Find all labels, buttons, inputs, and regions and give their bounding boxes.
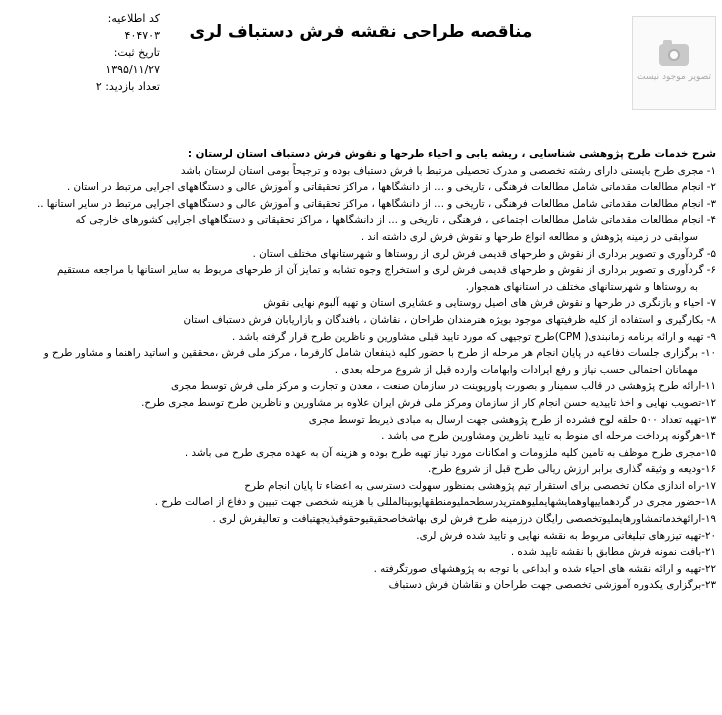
service-item: ۷- احیاء و بازنگری در طرحها و نقوش فرش های اصیل روستایی و عشایری استان و تهیه آلبوم نهایی نقوش <box>263 297 716 310</box>
services-intro: شرح خدمات طرح پژوهشی شناسایی ، ریشه یابی و احیاء طرحها و نقوش فرش دستباف استان لرستان : <box>187 148 716 160</box>
service-item: ۶- گردآوری و تصویر برداری از نقوش و طرحهای قدیمی فرش لری و استخراج وجوه تشابه و تمایز آن از طرحهای مربوط به سایر استانها با مراجعه مستقیم <box>57 264 716 277</box>
service-item: ۵- گردآوری و تصویر برداری از نقوش و طرحهای قدیمی فرش لری از روستاها و شهرستانهای مختلف استان . <box>252 247 716 260</box>
service-item: ۲- انجام مطالعات مقدماتی شامل مطالعات فرهنگی ، تاریخی و ... از دانشگاهها ، مراکز تحقیقاتی و آموزش عالی و دستگاههای اجرایی مرتبط در استان . <box>67 181 716 194</box>
services-description <box>6 146 716 594</box>
announcement-code: کد اطلاعیه: ۴۰۴۷۰۳ <box>107 12 160 42</box>
service-item: ۱۰- برگزاری جلسات دفاعیه در پایان انجام هر مرحله از طرح با حضور کلیه ذینفعان شامل کارفرما ، مرکز ملی فرش ،محققین و اساتید راهنما و مشاور طرح و <box>43 347 716 360</box>
service-item: ۲۳-برگزاری یکدوره آموزشی تخصصی جهت طراحان و نقاشان فرش دستباف <box>388 579 716 592</box>
no-image-placeholder <box>632 16 716 110</box>
visit-count: تعداد بازدید: ۲ <box>95 80 160 93</box>
service-item: ۲۱-بافت نمونه فرش مطابق با نقشه تایید شده . <box>510 546 716 559</box>
service-item: ۱۴-هرگونه پرداخت مرحله ای منوط به تایید ناظرین ومشاورین طرح می باشد . <box>381 430 716 443</box>
registration-date: تاریخ ثبت: ۱۳۹۵/۱۱/۲۷ <box>105 46 160 76</box>
service-item: ۲۲-تهیه و ارائه نقشه های احیاء شده و ابداعی با توجه به پژوهشهای صورتگرفته . <box>373 562 716 575</box>
service-item: ۸- بکارگیری و استفاده از کلیه ظرفیتهای موجود بویژه هنرمندان طراحان ، نقاشان ، بافندگان و بازاریابان فرش دستباف استان <box>183 313 716 326</box>
no-image-caption: تصویر موجود نیست <box>637 72 711 82</box>
announcement-header <box>0 0 722 140</box>
service-item: ۱۸-حضور مجری در گردهماییهاوهمایشهایملیوهمتریدرسطحملیومنطقهایوبینالمللی با هزینه شخصی جهت تبیین و دفاع از اصالت طرح . <box>154 496 716 509</box>
service-item: ۱۶-ودیعه و وثیقه گذاری برابر ارزش ریالی طرح قبل از شروع طرح. <box>428 463 716 476</box>
service-item: ۴- انجام مطالعات مقدماتی شامل مطالعات اجتماعی ، فرهنگی ، تاریخی و ... از دانشگاهها ، مراکز تحقیقاتی و دستگاههای اجرایی کشورهای خارجی که <box>75 214 716 227</box>
service-item-continuation: سوابقی در زمینه پژوهش و مطالعه انواع طرحها و نقوش فرش لری داشته اند . <box>360 230 698 243</box>
service-item: ۱۵-مجری طرح موظف به تامین کلیه ملزومات و امکانات مورد نیاز تهیه طرح بوده و هزینه آن به عهده مجری طرح می باشد . <box>184 446 716 459</box>
service-item: ۱۷-راه اندازی مکان تخصصی برای استقرار تیم پژوهشی بمنظور سهولت دسترسی به اعضاء تا پایان انجام طرح <box>244 479 716 492</box>
service-item: ۱- مجری طرح بایستی دارای رشته تخصصی و مدرک تحصیلی مرتبط با فرش دستباف بوده و ترجیحاً بومی استان لرستان باشد <box>180 164 716 177</box>
service-item: ۱۲-تصویب نهایی و اخذ تاییدیه حسن انجام کار از سازمان ومرکز ملی فرش ایران علاوه بر مشاورین و ناظرین طرح توسط مجری طرح. <box>141 396 716 409</box>
service-item: ۱۳-تهیه تعداد ۵۰۰ حلقه لوح فشرده از طرح پژوهشی جهت ارسال به مبادی ذیربط توسط مجری <box>308 413 716 426</box>
service-item-continuation: به روستاها و شهرستانهای مختلف در استانهای همجوار. <box>465 280 698 293</box>
camera-icon <box>659 44 689 66</box>
service-item: ۹- تهیه و ارائه برنامه زمانبندی( CPM)طرح توجیهی که مورد تایید قبلی مشاورین و ناظرین طرح قرار گرفته باشد . <box>232 330 716 343</box>
service-item: ۲۰-تهیه تیزرهای تبلیغاتی مربوط به نقشه نهایی و تایید شده فرش لری. <box>416 529 716 542</box>
service-item: ۱۱-ارائه طرح پژوهشی در قالب سمینار و بصورت پاورپوینت در سازمان صنعت ، معدن و تجارت و مرکز ملی فرش توسط مجری <box>171 380 716 393</box>
service-item-continuation: مهمانان احتمالی حسب نیاز و رفع ایرادات وابهامات وارده قبل از شروع مرحله بعدی . <box>334 363 698 376</box>
service-item: ۱۹-ارائهخدماتمشاورهایملیوتخصصی رایگان درزمینه طرح فرش لری بهاشخاصحقیقیوحقوقیذیجهتبافت و تعالیفرش لری . <box>212 513 716 526</box>
page-title: مناقصه طراحی نقشه فرش دستباف لری <box>189 22 533 42</box>
service-item: ۳- انجام مطالعات مقدماتی شامل مطالعات فرهنگی ، تاریخی و ... از دانشگاهها ، مراکز تحقیقاتی و آموزش عالی و دستگاههای اجرایی مرتبط در سایر استانها .. <box>36 197 716 210</box>
